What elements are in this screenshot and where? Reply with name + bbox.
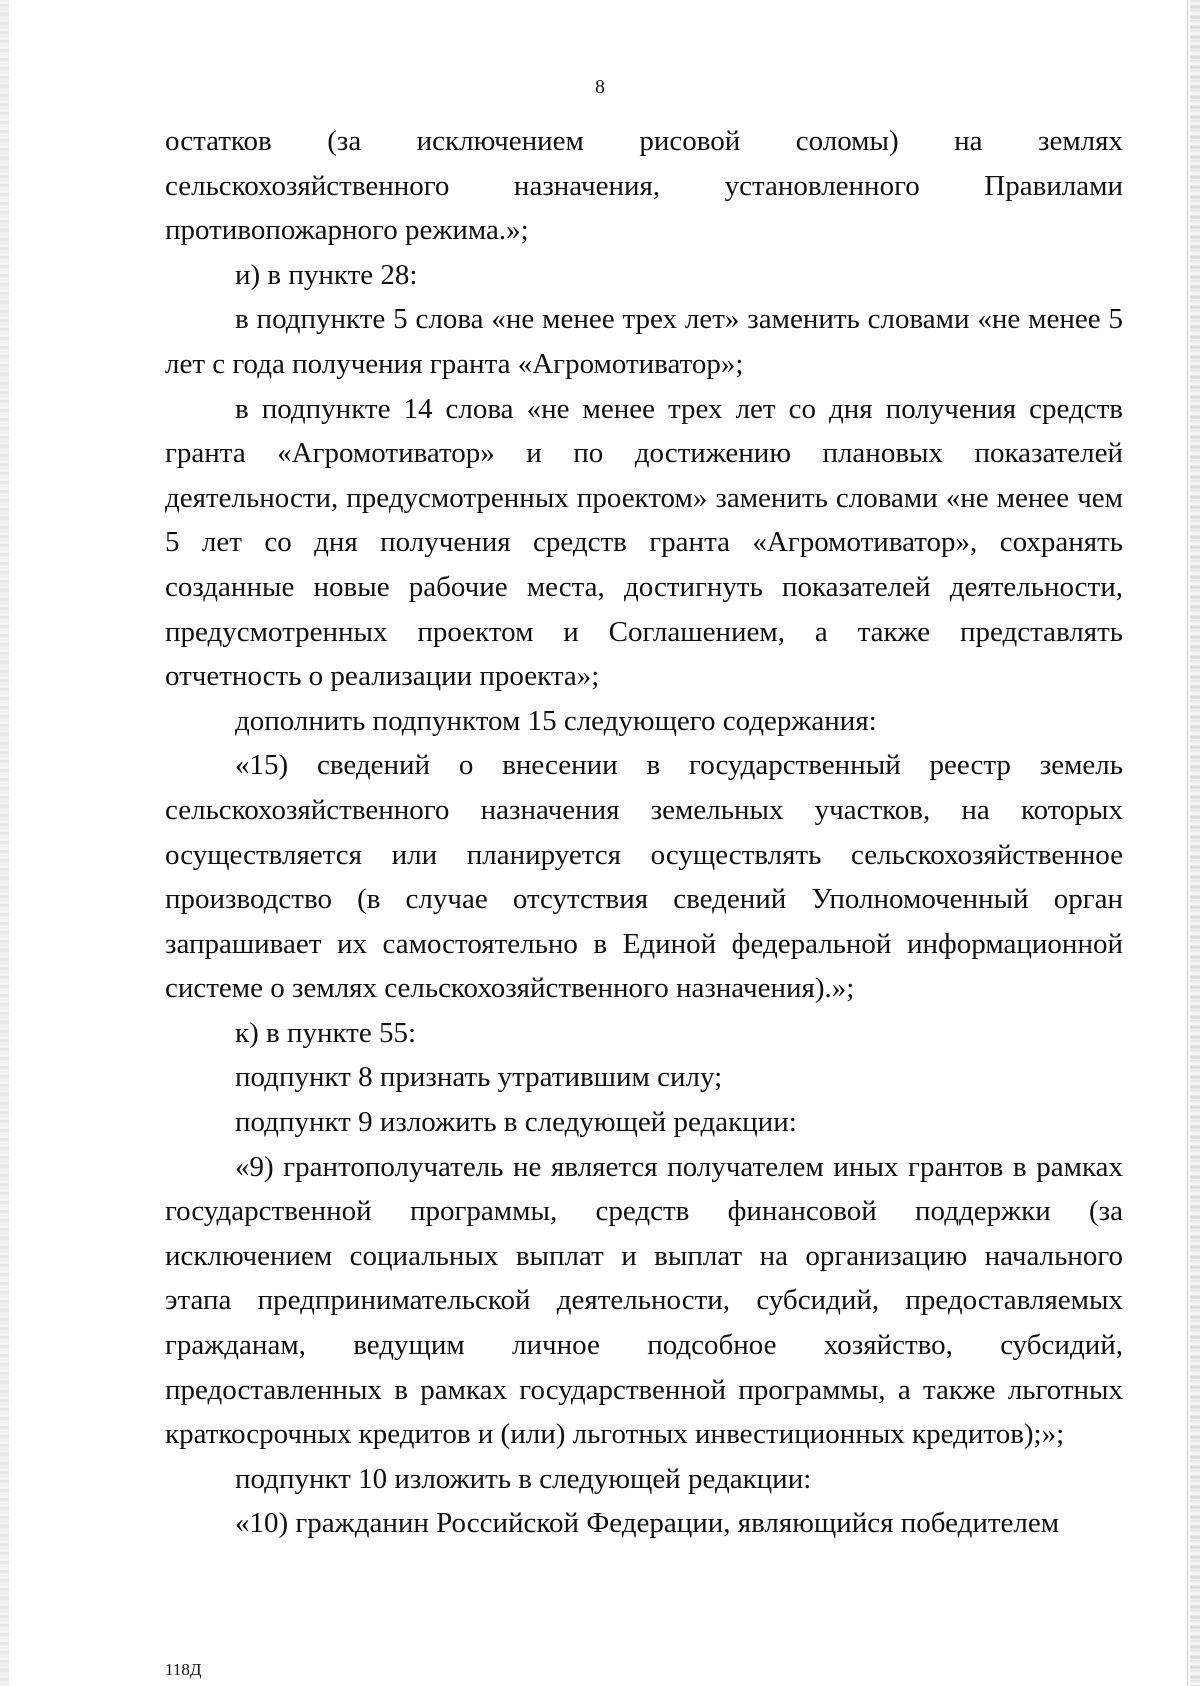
paragraph-continuation: остатков (за исключением рисовой соломы) на землях сельскохозяйственного назначения, установленного Правилами противопожарного режима.»; (165, 125, 1123, 247)
paragraph-subitem-14: в подпункте 14 слова «не менее трех лет со дня получения средств гранта «Агромотиватор» и по достижению плановых показателей деятельности, предусмотренных проектом» заменить словами «не менее чем 5 лет со дня получения средств гранта «Агромотиватор», сохранять созданные новые рабочие места, достигнуть показателей деятельности, предусмотренных проектом и Соглашением, а также представлять отчетность о реализации проекта»; (165, 392, 1123, 693)
scan-edge-right (1190, 0, 1200, 1686)
paragraph-item-i: и) в пункте 28: (235, 258, 418, 291)
paragraph-subitem-9-intro: подпункт 9 изложить в следующей редакции: (235, 1106, 797, 1139)
paragraph-subitem-9-text: «9) грантополучатель не является получателем иных грантов в рамках государственной программы, средств финансовой поддержки (за исключением социальных выплат и выплат на организацию начального этапа предпринимательской деятельности, субсидий, предоставляемых гражданам, ведущим личное подсобное хозяйство, субсидий, предоставленных в рамках государственной программы, а также льготных краткосрочных кредитов и (или) льготных инвестиционных кредитов);»; (165, 1150, 1123, 1451)
scan-edge-left (0, 0, 9, 1686)
scan-line-right (1187, 0, 1188, 1686)
paragraph-subitem-10-text: «10) гражданин Российской Федерации, являющийся победителем (235, 1507, 1060, 1540)
paragraph-subitem-8: подпункт 8 признать утратившим силу; (235, 1061, 723, 1094)
paragraph-add-subitem-15: дополнить подпунктом 15 следующего содержания: (235, 704, 877, 737)
paragraph-subitem-10-intro: подпункт 10 изложить в следующей редакции: (235, 1462, 812, 1495)
paragraph-item-k: к) в пункте 55: (235, 1016, 417, 1049)
paragraph-subitem-15-text: «15) сведений о внесении в государственный реестр земель сельскохозяйственного назначения земельных участков, на которых осуществляется или планируется осуществлять сельскохозяйственное производство (в случае отсутствия сведений Уполномоченный орган запрашивает их самостоятельно в Единой федеральной информационной системе о землях сельскохозяйственного назначения).»; (165, 749, 1123, 1005)
paragraph-subitem-5: в подпункте 5 слова «не менее трех лет» заменить словами «не менее 5 лет с года получения гранта «Агромотиватор»; (165, 303, 1123, 380)
page-number: 8 (595, 76, 605, 98)
document-body (165, 119, 1123, 1546)
footer-document-code: 118Д (165, 1660, 202, 1679)
